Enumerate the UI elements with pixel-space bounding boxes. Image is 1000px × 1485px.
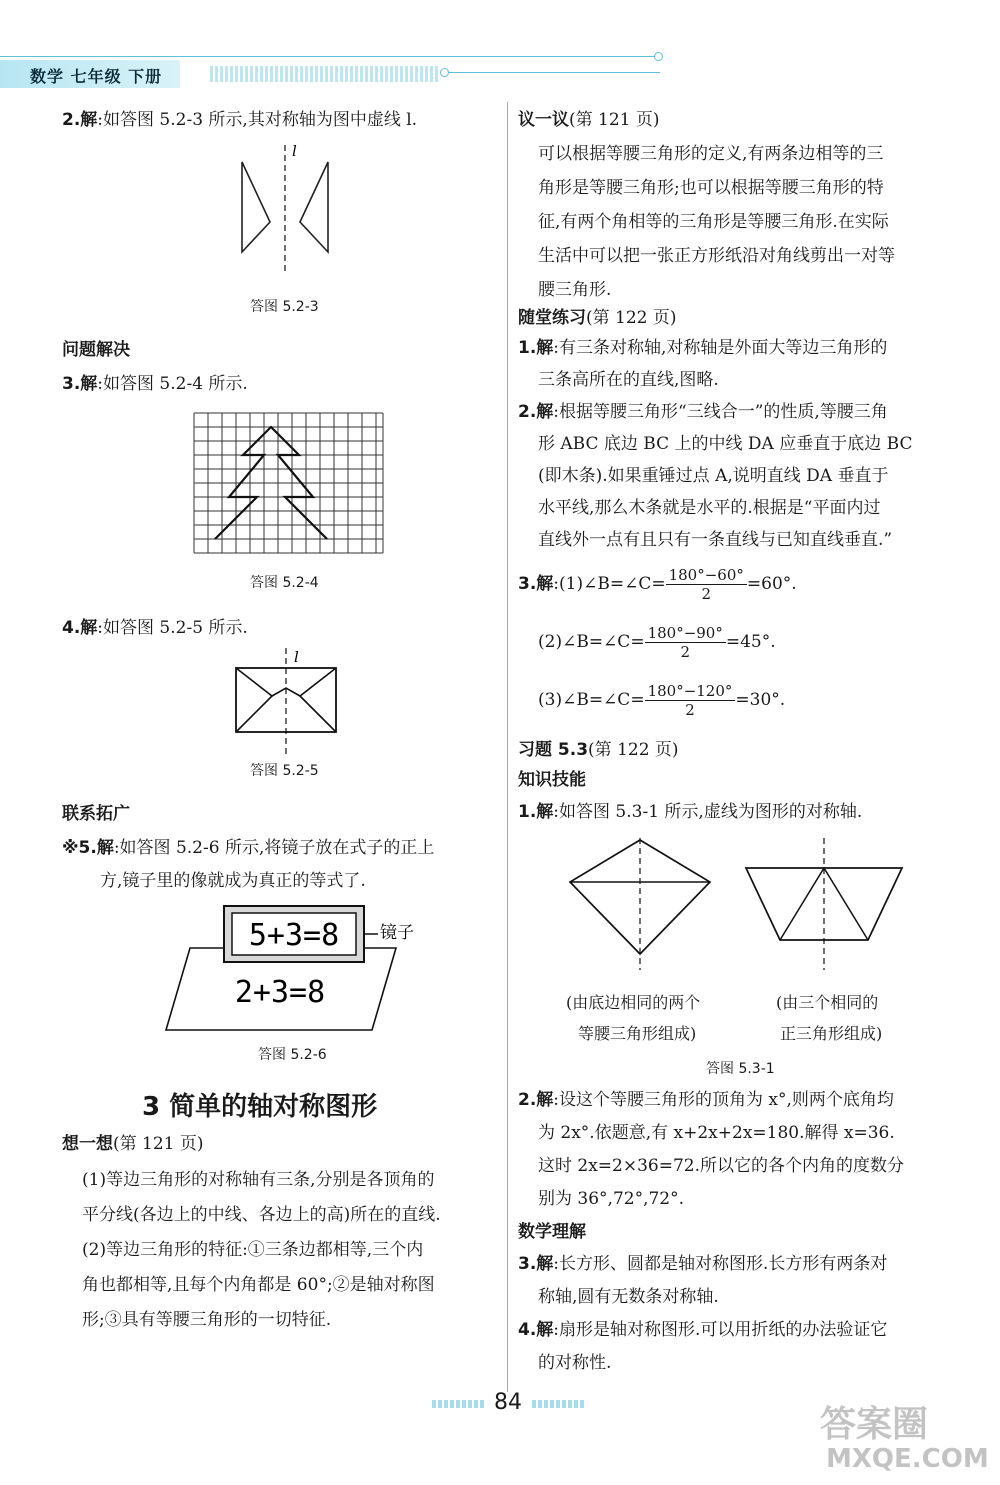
- answer-text: :长方形、圆都是轴对称图形.长方形有两条对: [553, 1254, 888, 1274]
- equation-result: =45°.: [725, 632, 776, 652]
- answer-number: 3.解: [518, 1254, 554, 1274]
- figure-note-left: 等腰三角形组成): [578, 1024, 697, 1043]
- fraction-numerator: 180°−120°: [645, 682, 736, 701]
- right-triangle: [300, 162, 328, 252]
- figure-caption: 答图 5.2-4: [250, 575, 319, 591]
- exercise-2-line: 这时 2x=2×36=72.所以它的各个内角的度数分: [538, 1156, 905, 1176]
- practice-1-line-2: 三条高所在的直线,图略.: [538, 370, 719, 390]
- figure-5-2-5: [230, 646, 350, 756]
- think-line: 平分线(各边上的中线、各边上的高)所在的直线.: [82, 1205, 441, 1225]
- discuss-line: 腰三角形.: [538, 280, 612, 300]
- footer-decoration-left: [432, 1400, 486, 1408]
- answer-number: 2.解: [62, 110, 98, 130]
- header-rule: [0, 56, 660, 57]
- answer-text: :如答图 5.2-4 所示.: [97, 374, 248, 394]
- answer-text: :如答图 5.2-6 所示,将镜子放在式子的正上: [113, 838, 435, 858]
- practice-page: (第 122 页): [586, 308, 677, 328]
- think-line: 角也都相等,且每个内角都是 60°;②是轴对称图: [82, 1275, 435, 1295]
- think-page: (第 121 页): [113, 1134, 204, 1154]
- answer-text: :扇形是轴对称图形.可以用折纸的办法验证它: [553, 1320, 888, 1340]
- practice-2-line-1: [518, 402, 888, 422]
- answer-number: 4.解: [518, 1320, 554, 1340]
- exercise-3-line-1: [518, 1254, 887, 1274]
- exercise-4-line-2: 的对称性.: [538, 1353, 612, 1373]
- answer-number: 1.解: [518, 802, 554, 822]
- answer-number: 2.解: [518, 402, 554, 422]
- exercise-2-line: 为 2x°.依题意,有 x+2x+2x=180.解得 x=36.: [538, 1123, 895, 1143]
- practice-3-eq-2: [538, 624, 776, 661]
- exercise-4-line-1: [518, 1320, 887, 1340]
- think-line: (1)等边三角形的对称轴有三条,分别是各顶角的: [82, 1170, 435, 1190]
- equation-result: =60°.: [746, 574, 797, 594]
- figure-note-right: 正三角形组成): [780, 1024, 883, 1043]
- practice-2-line: 水平线,那么木条就是水平的.根据是“平面内过: [538, 498, 881, 518]
- practice-3-eq-3: [538, 682, 785, 719]
- section-heading: 联系拓广: [62, 804, 130, 824]
- left-triangle: [242, 162, 270, 252]
- figure-caption: 答图 5.2-6: [258, 1047, 327, 1063]
- footer-decoration-right: [532, 1400, 586, 1408]
- answer-text: :根据等腰三角形“三线合一”的性质,等腰三角: [553, 402, 888, 422]
- practice-3-eq-1: [518, 566, 797, 603]
- answer-text: :如答图 5.2-3 所示,其对称轴为图中虚线 l.: [97, 110, 418, 130]
- answer-number: 1.解: [518, 338, 554, 358]
- mirror-equation: 5+3=8: [248, 918, 340, 953]
- practice-1-line-1: [518, 338, 887, 358]
- header-title: 数学 七年级 下册: [30, 67, 163, 86]
- answer-text: :有三条对称轴,对称轴是外面大等边三角形的: [553, 338, 888, 358]
- fraction-numerator: 180°−90°: [645, 624, 726, 643]
- section-title: 3 简单的轴对称图形: [142, 1092, 378, 1122]
- answer-number: 4.解: [62, 618, 98, 638]
- figure-caption: 答图 5.2-5: [250, 763, 319, 779]
- practice-2-line: (即木条).如果重锤过点 A,说明直线 DA 垂直于: [538, 466, 889, 486]
- fraction: [645, 624, 726, 661]
- figure-note-left: (由底边相同的两个: [566, 993, 701, 1012]
- figure-5-2-4: [193, 412, 385, 554]
- figure-5-2-6: [160, 904, 440, 1032]
- discuss-line: 征,有两个角相等的三角形是等腰三角形.在实际: [538, 212, 889, 232]
- fraction-denominator: 2: [701, 585, 712, 603]
- header-rule-dot: [654, 52, 663, 61]
- exercise-heading: [518, 740, 679, 760]
- equation-result: =30°.: [735, 690, 786, 710]
- equation-lhs: (3)∠B=∠C=: [538, 690, 645, 710]
- practice-heading: [518, 308, 677, 328]
- equation-lhs: (2)∠B=∠C=: [538, 632, 645, 652]
- fraction: [666, 566, 747, 603]
- practice-label: 随堂练习: [518, 308, 586, 328]
- think-line: 形;③具有等腰三角形的一切特征.: [82, 1310, 332, 1330]
- column-divider: [507, 102, 508, 1392]
- header-rule-lower: [440, 72, 660, 73]
- figure-caption: 答图 5.3-1: [706, 1061, 775, 1077]
- exercise-2-line: 别为 36°,72°,72°.: [538, 1189, 685, 1209]
- figure-5-2-3: [220, 140, 350, 280]
- exercise-2-line-1: [518, 1090, 894, 1110]
- answer-4: [62, 618, 248, 638]
- watermark-url: MXQE.COM: [826, 1444, 989, 1474]
- axis-label: l: [294, 648, 299, 666]
- figure-5-3-1: [560, 836, 920, 976]
- answer-3: [62, 374, 248, 394]
- discuss-label: 议一议: [518, 110, 569, 130]
- discuss-line: 角形是等腰三角形;也可以根据等腰三角形的特: [538, 178, 884, 198]
- header-rule-dot: [440, 68, 449, 77]
- watermark-logo: 答案圈: [820, 1404, 929, 1445]
- answer-2: [62, 110, 417, 130]
- answer-5-line-2: 方,镜子里的像就成为真正的等式了.: [100, 871, 366, 891]
- axis-label: l: [292, 142, 297, 160]
- header-stripes: [210, 66, 440, 82]
- figure-note-right: (由三个相同的: [776, 993, 879, 1012]
- discuss-page: (第 121 页): [569, 110, 660, 130]
- section-heading: 数学理解: [518, 1222, 586, 1242]
- think-label: 想一想: [62, 1134, 113, 1154]
- think-line: (2)等边三角形的特征:①三条边都相等,三个内: [82, 1240, 424, 1260]
- discuss-line: 可以根据等腰三角形的定义,有两条边相等的三: [538, 144, 884, 164]
- exercise-3-line-2: 称轴,圆有无数条对称轴.: [538, 1287, 719, 1307]
- fraction: [645, 682, 736, 719]
- figure-caption: 答图 5.2-3: [250, 299, 319, 315]
- fraction-denominator: 2: [680, 643, 690, 661]
- exercise-1: [518, 802, 862, 822]
- exercise-label: 习题 5.3: [518, 740, 589, 760]
- answer-text: :如答图 5.2-5 所示.: [97, 618, 248, 638]
- answer-5-line-1: [62, 838, 434, 858]
- think-heading: [62, 1134, 204, 1154]
- answer-number: 2.解: [518, 1090, 554, 1110]
- kite-shape: [570, 840, 710, 954]
- section-heading: 问题解决: [62, 340, 130, 360]
- practice-2-line: 形 ABC 底边 BC 上的中线 DA 应垂直于底边 BC: [538, 434, 913, 454]
- answer-text: :设这个等腰三角形的顶角为 x°,则两个底角均: [553, 1090, 894, 1110]
- fraction-denominator: 2: [685, 701, 695, 719]
- fraction-numerator: 180°−60°: [666, 566, 747, 585]
- answer-number: ※5.解: [62, 838, 114, 858]
- discuss-heading: [518, 110, 660, 130]
- practice-2-line: 直线外一点有且只有一条直线与已知直线垂直.”: [538, 530, 893, 550]
- table-equation: 2+3=8: [234, 975, 326, 1010]
- mirror-label: 镜子: [380, 923, 414, 943]
- answer-number: 3.解: [62, 374, 98, 394]
- answer-text: :如答图 5.3-1 所示,虚线为图形的对称轴.: [553, 802, 863, 822]
- equation-lhs: :(1)∠B=∠C=: [553, 574, 666, 594]
- section-heading: 知识技能: [518, 770, 586, 790]
- page-number: 84: [494, 1390, 522, 1415]
- exercise-page: (第 122 页): [588, 740, 679, 760]
- answer-number: 3.解: [518, 574, 554, 594]
- discuss-line: 生活中可以把一张正方形纸沿对角线剪出一对等: [538, 246, 895, 266]
